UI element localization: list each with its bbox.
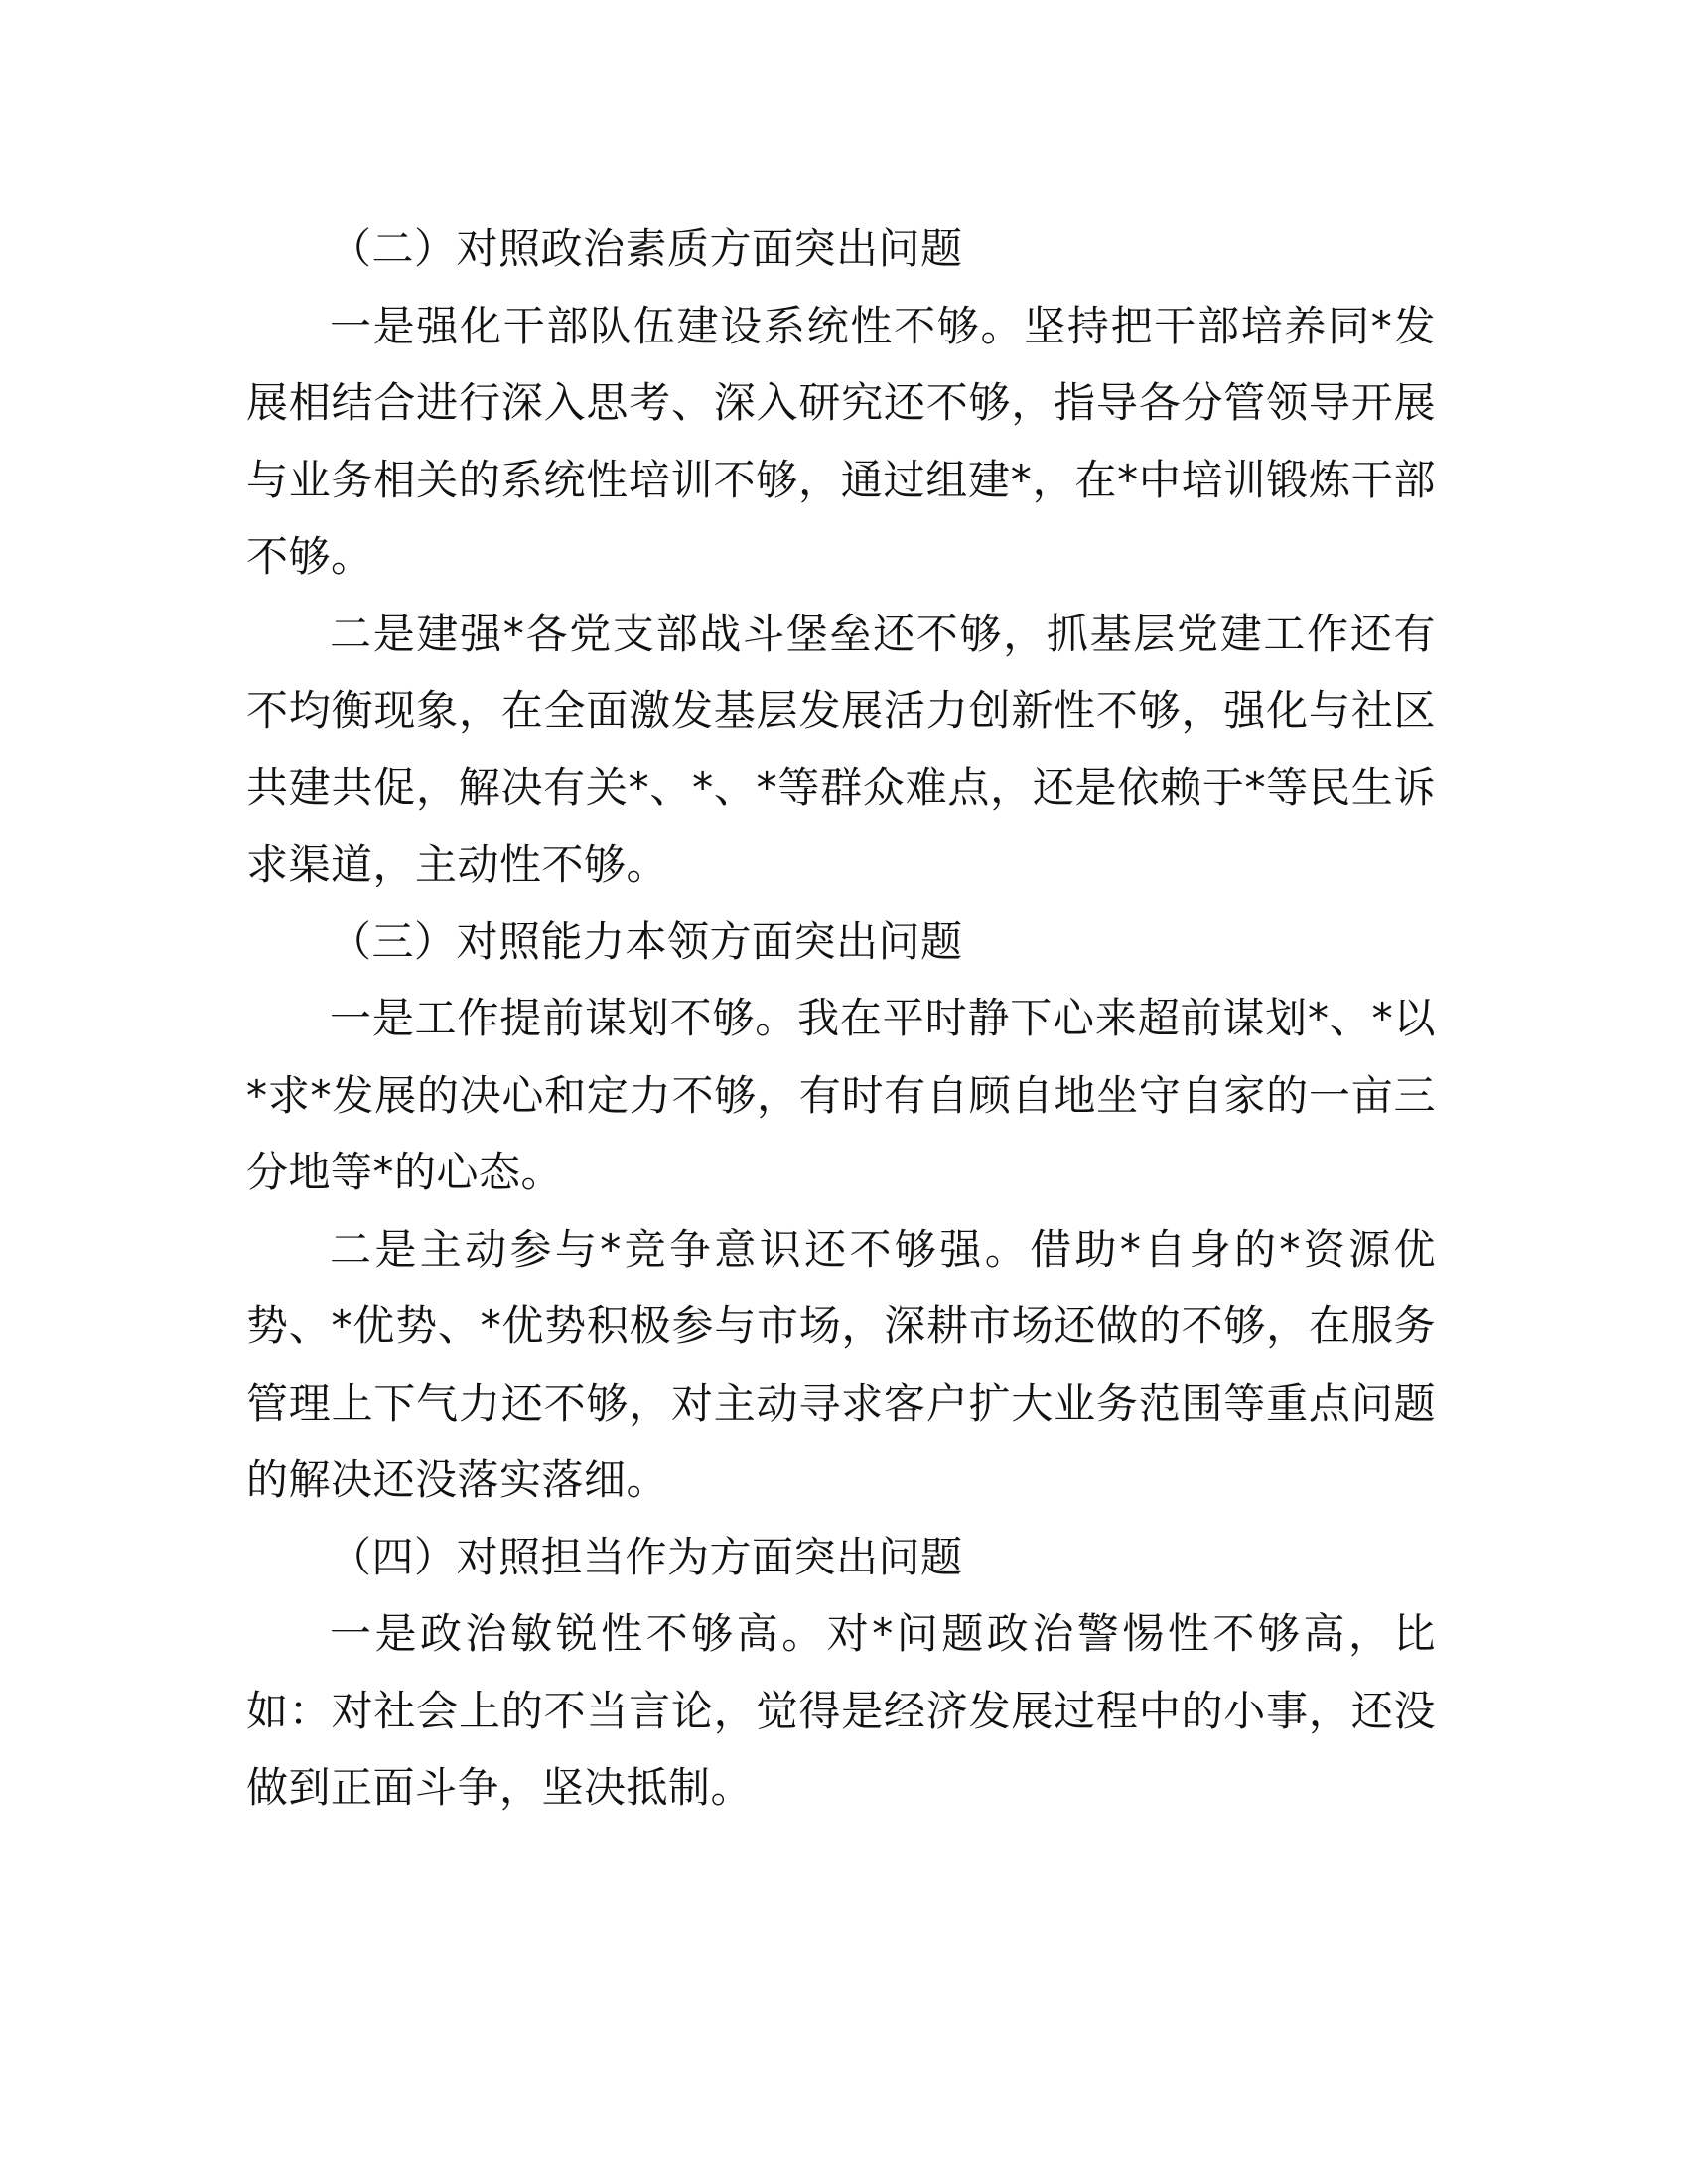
section-heading-2: （二）对照政治素质方面突出问题	[330, 224, 963, 273]
paragraph-4-1: 一是政治敏锐性不够高。对*问题政治警惕性不够高，比如：对社会上的不当言论，觉得是经济发展过程中的小事，还没做到正面斗争，坚决抵制。	[246, 1609, 1436, 1812]
section-heading-4: （四）对照担当作为方面突出问题	[330, 1532, 963, 1581]
section-heading-3: （三）对照能力本领方面突出问题	[330, 916, 963, 966]
paragraph-3-1: 一是工作提前谋划不够。我在平时静下心来超前谋划*、*以*求*发展的决心和定力不够，有时有自顾自地坐守自家的一亩三分地等*的心态。	[246, 994, 1436, 1196]
paragraph-2-2: 二是建强*各党支部战斗堡垒还不够，抓基层党建工作还有不均衡现象，在全面激发基层发展活力创新性不够，强化与社区共建共促，解决有关*、*、*等群众难点，还是依赖于*等民生诉求渠道，主动性不够。	[246, 609, 1436, 888]
document-body	[246, 210, 1436, 1827]
paragraph-2-1: 一是强化干部队伍建设系统性不够。坚持把干部培养同*发展相结合进行深入思考、深入研究还不够，指导各分管领导开展与业务相关的系统性培训不够，通过组建*，在*中培训锻炼干部不够。	[246, 301, 1436, 581]
paragraph-3-2: 二是主动参与*竞争意识还不够强。借助*自身的*资源优势、*优势、*优势积极参与市场，深耕市场还做的不够，在服务管理上下气力还不够，对主动寻求客户扩大业务范围等重点问题的解决还没落实落细。	[246, 1224, 1436, 1504]
